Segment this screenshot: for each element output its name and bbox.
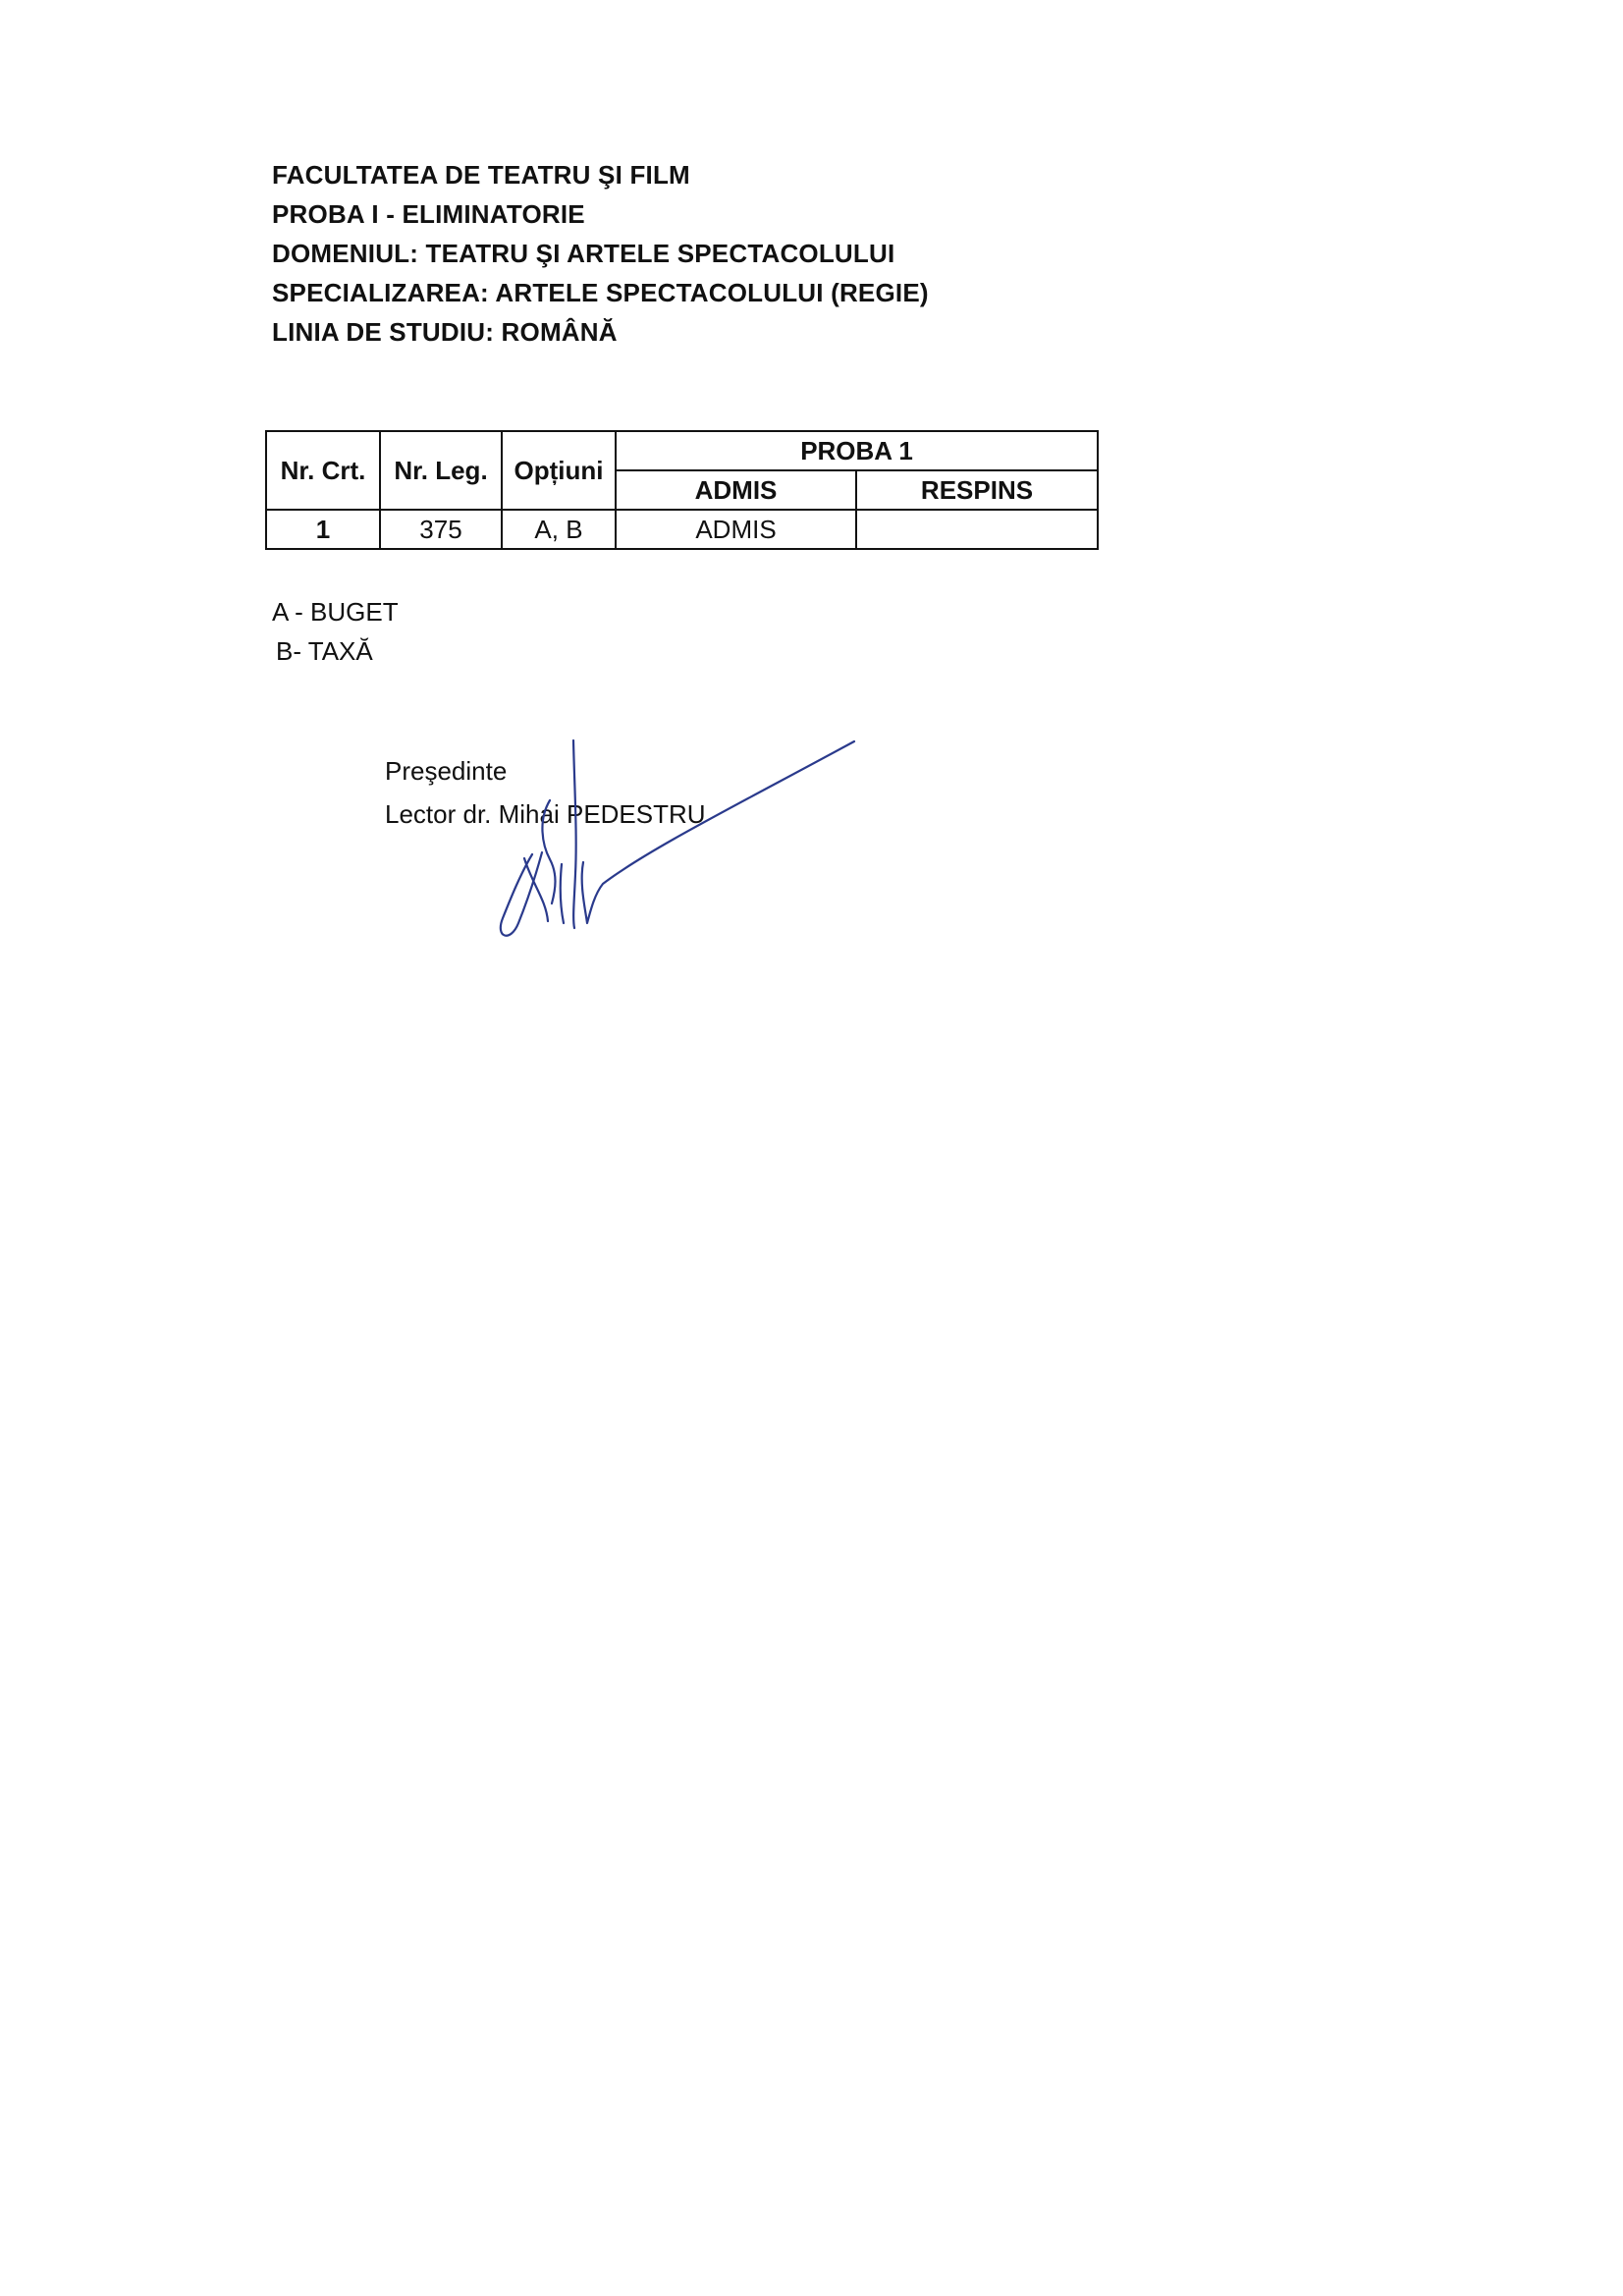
results-table — [265, 430, 1099, 550]
legend-b: B- TAXĂ — [276, 636, 373, 666]
faculty-title: FACULTATEA DE TEATRU ŞI FILM — [272, 160, 690, 190]
signatory-role: Preşedinte — [385, 756, 508, 786]
table-header-row — [266, 431, 1098, 470]
document-header — [272, 155, 929, 352]
study-line-title: LINIA DE STUDIU: ROMÂNĂ — [272, 317, 618, 347]
cell-admis: ADMIS — [616, 510, 856, 549]
legend-a: A - BUGET — [272, 597, 399, 627]
cell-nr-leg: 375 — [380, 510, 502, 549]
domain-title: DOMENIUL: TEATRU ŞI ARTELE SPECTACOLULUI — [272, 239, 895, 268]
cell-optiuni: A, B — [502, 510, 616, 549]
cell-respins — [856, 510, 1098, 549]
col-header-proba: PROBA 1 — [616, 431, 1098, 470]
col-header-admis: ADMIS — [616, 470, 856, 510]
col-header-optiuni: Opțiuni — [502, 431, 616, 510]
options-legend — [272, 592, 399, 671]
col-header-nr-leg: Nr. Leg. — [380, 431, 502, 510]
signature-strokes — [501, 740, 854, 936]
cell-nr-crt: 1 — [266, 510, 380, 549]
handwritten-signature — [481, 727, 874, 962]
signatory-name: Lector dr. Mihai PEDESTRU — [385, 799, 706, 829]
exam-title: PROBA I - ELIMINATORIE — [272, 199, 585, 229]
col-header-nr-crt: Nr. Crt. — [266, 431, 380, 510]
col-header-respins: RESPINS — [856, 470, 1098, 510]
table-row — [266, 510, 1098, 549]
specialization-title: SPECIALIZAREA: ARTELE SPECTACOLULUI (REGIE) — [272, 278, 929, 307]
